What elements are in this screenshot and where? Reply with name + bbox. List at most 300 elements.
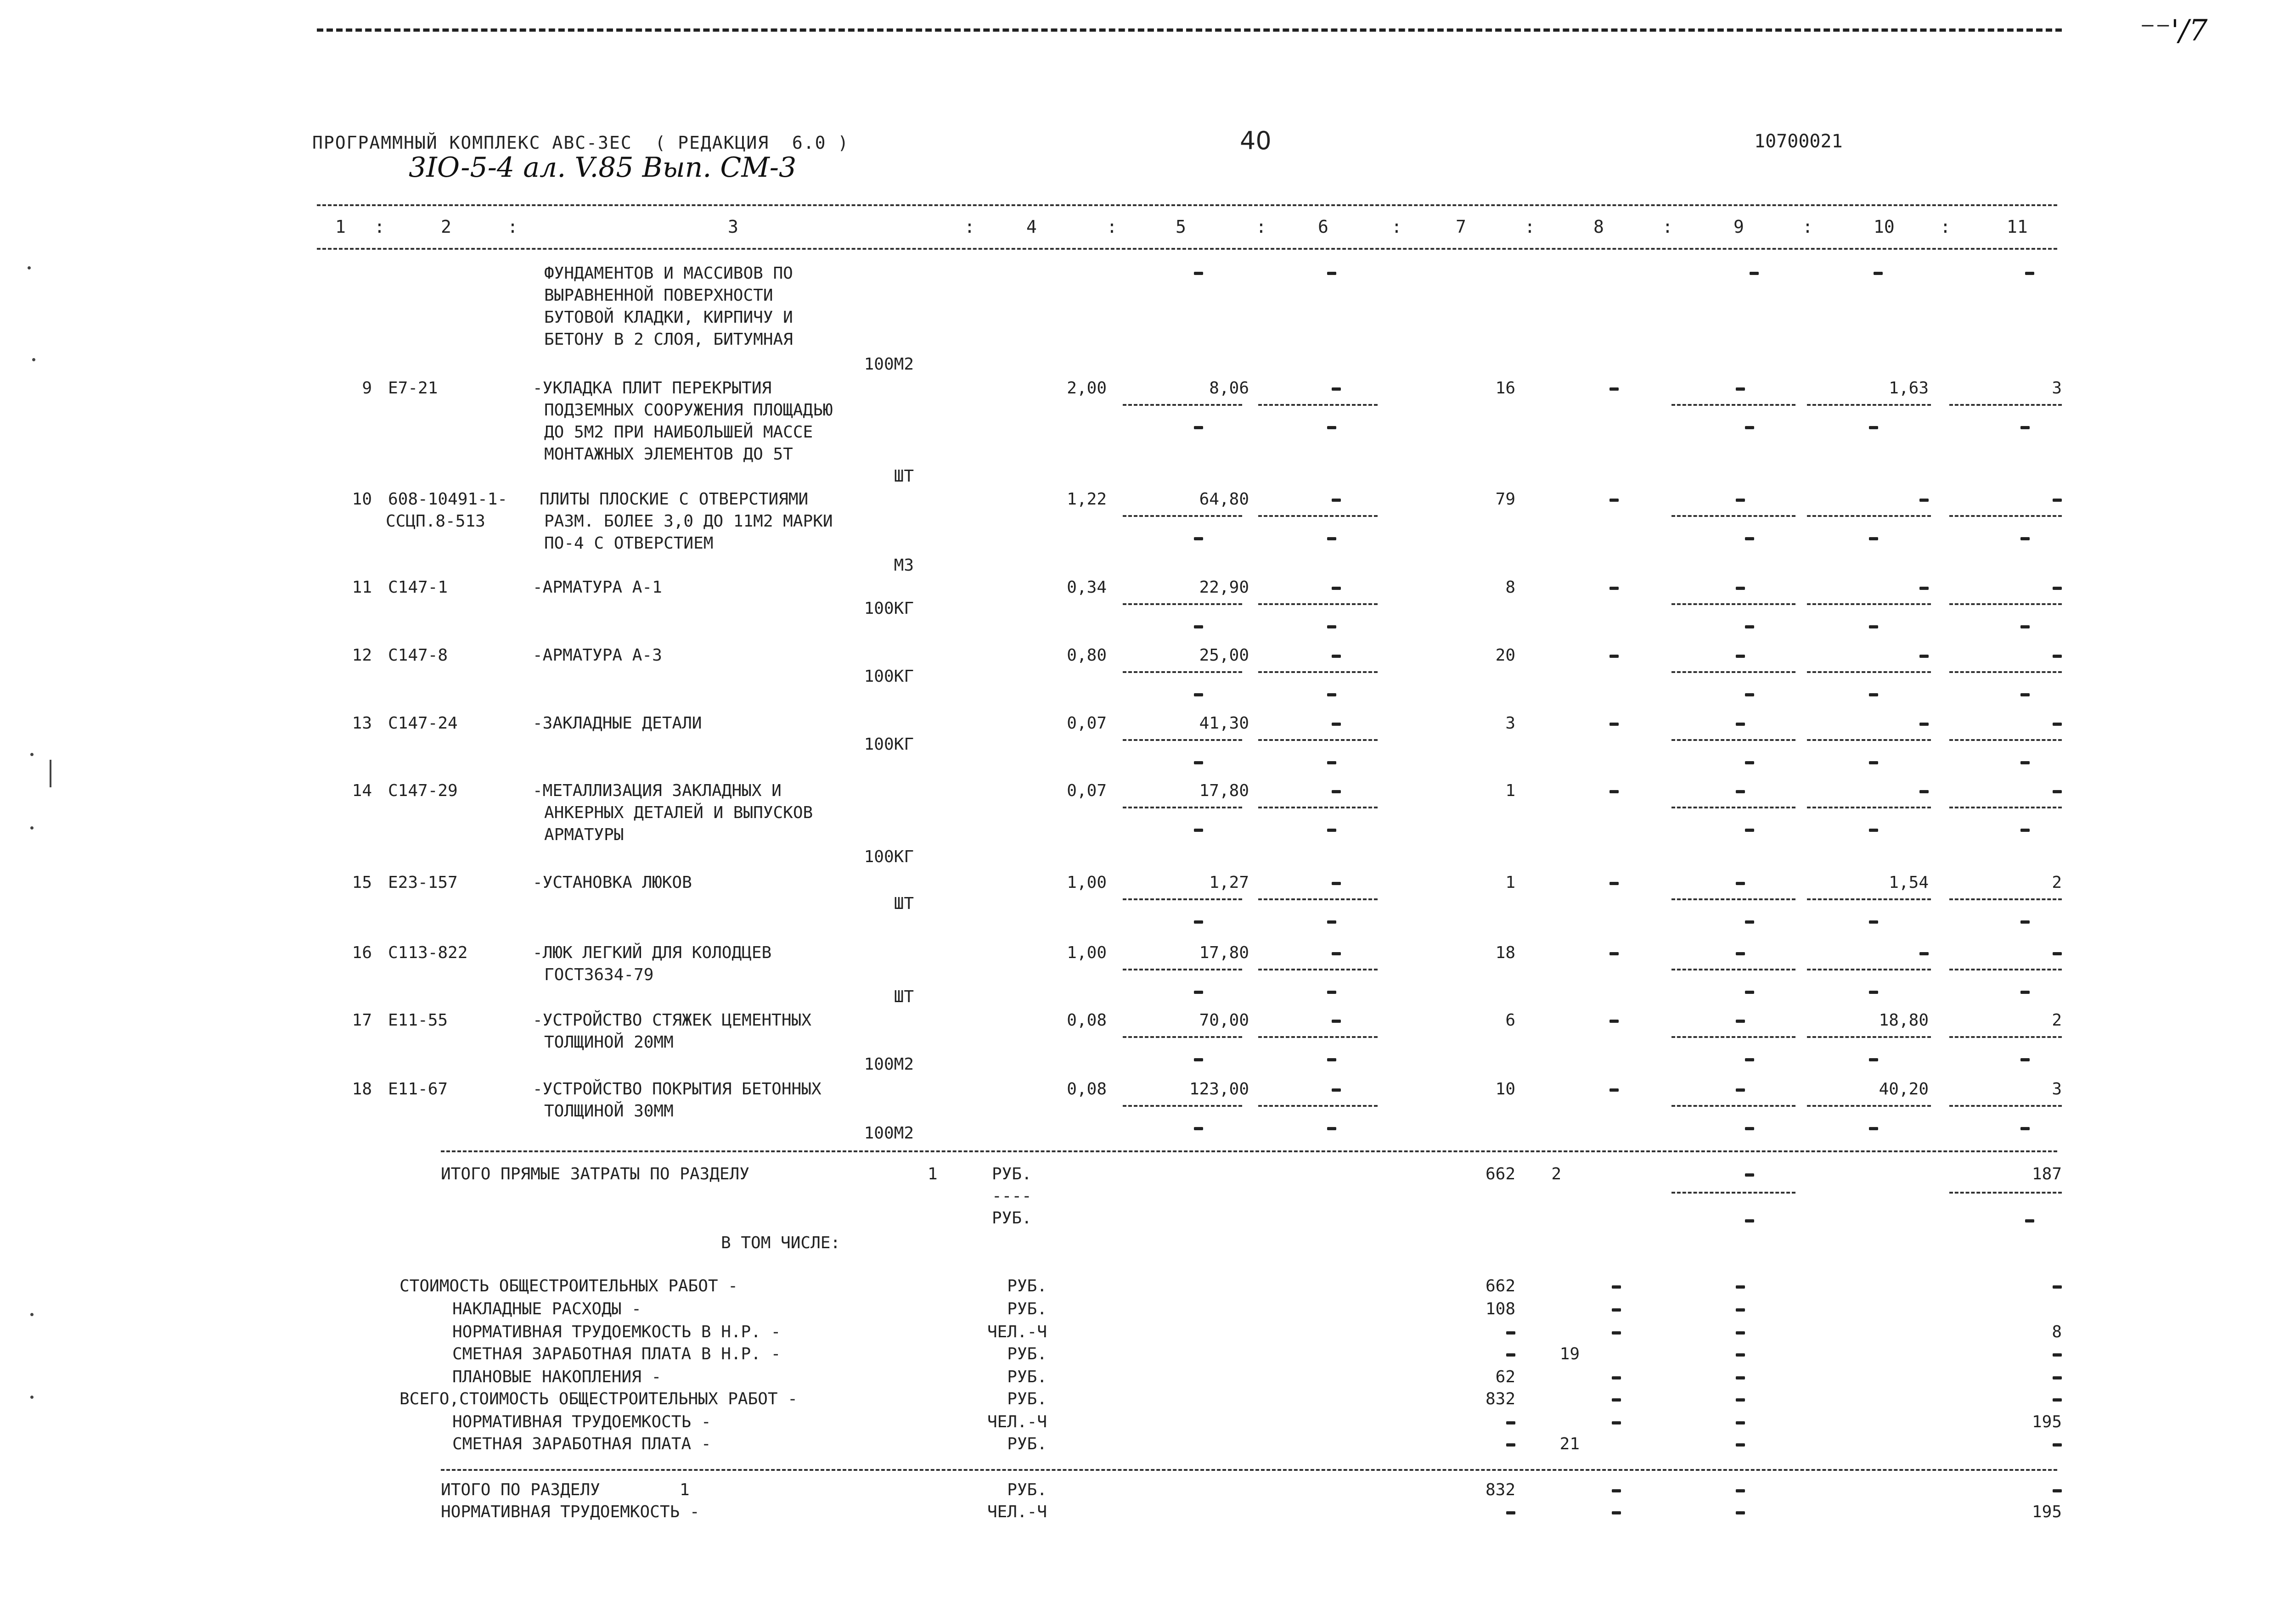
dash-mark bbox=[1194, 1058, 1203, 1061]
dash-mark bbox=[1736, 1443, 1745, 1447]
dash-mark bbox=[1612, 1308, 1621, 1312]
dash-mark bbox=[1736, 1421, 1745, 1424]
summary-item-unit: РУБ. bbox=[1007, 1390, 1047, 1408]
dash-mark bbox=[1736, 1511, 1745, 1514]
row-col7: 8 bbox=[1505, 578, 1515, 597]
column-separator: : bbox=[964, 217, 975, 237]
column-separator: : bbox=[1802, 217, 1813, 237]
row-code: С147-1 bbox=[388, 578, 448, 597]
summary-total-col7: 662 bbox=[1485, 1165, 1515, 1183]
dash-mark bbox=[1612, 1398, 1621, 1402]
margin-speck bbox=[30, 1396, 34, 1399]
summary-item-col11: 8 bbox=[2052, 1323, 2062, 1341]
dash-mark bbox=[1609, 1088, 1619, 1092]
dash-mark bbox=[1609, 882, 1619, 885]
subtotal-rule bbox=[1671, 739, 1795, 741]
margin-speck bbox=[30, 1313, 34, 1316]
row-code: С147-24 bbox=[388, 714, 458, 733]
dash-mark bbox=[1745, 1173, 1754, 1177]
subtotal-rule bbox=[1949, 969, 2062, 970]
dash-mark bbox=[2025, 272, 2034, 275]
row-quantity: 1,22 bbox=[1067, 490, 1107, 509]
including-heading: В ТОМ ЧИСЛЕ: bbox=[721, 1234, 841, 1252]
margin-speck bbox=[30, 826, 34, 830]
row-quantity: 0,34 bbox=[1067, 578, 1107, 597]
row-number: 17 bbox=[352, 1011, 372, 1030]
dash-mark bbox=[1736, 387, 1745, 391]
dash-mark bbox=[1609, 655, 1619, 658]
row-unit: 100М2 bbox=[864, 1055, 914, 1074]
dash-mark bbox=[1736, 952, 1745, 955]
dash-mark bbox=[2053, 1443, 2062, 1447]
row-code: Е11-55 bbox=[388, 1011, 448, 1030]
subtotal-rule bbox=[1949, 671, 2062, 673]
row-code: Е11-67 bbox=[388, 1080, 448, 1099]
dash-mark bbox=[1869, 1058, 1878, 1061]
dash-mark bbox=[1736, 1398, 1745, 1402]
dash-mark bbox=[1194, 426, 1203, 429]
subtotal-rule bbox=[1258, 515, 1378, 517]
row-quantity: 1,00 bbox=[1067, 873, 1107, 892]
continued-description: БУТОВОЙ КЛАДКИ, КИРПИЧУ И bbox=[544, 308, 793, 327]
continued-description: ФУНДАМЕНТОВ И МАССИВОВ ПО bbox=[544, 264, 793, 283]
row-description: ДО 5М2 ПРИ НАИБОЛЬШЕЙ МАССЕ bbox=[544, 423, 813, 442]
summary-item-label: ВСЕГО,СТОИМОСТЬ ОБЩЕСТРОИТЕЛЬНЫХ РАБОТ - bbox=[400, 1390, 798, 1408]
row-col11: 2 bbox=[2052, 1011, 2062, 1030]
labor-unit: ЧЕЛ.-Ч bbox=[987, 1503, 1047, 1521]
summary-top-rule bbox=[441, 1150, 2057, 1152]
labor-label: НОРМАТИВНАЯ ТРУДОЕМКОСТЬ - bbox=[441, 1503, 700, 1521]
row-description: МОНТАЖНЫХ ЭЛЕМЕНТОВ ДО 5Т bbox=[544, 445, 793, 464]
dash-mark bbox=[1736, 587, 1745, 590]
subtotal-rule bbox=[1807, 515, 1931, 517]
dash-mark bbox=[1919, 499, 1929, 502]
row-code: Е7-21 bbox=[388, 379, 438, 398]
dash-mark bbox=[1194, 1127, 1203, 1130]
row-unit: 100М2 bbox=[864, 1124, 914, 1143]
dash-mark bbox=[1612, 1511, 1621, 1514]
row-unit: 100КГ bbox=[864, 847, 914, 866]
subtotal-rule bbox=[1258, 404, 1378, 406]
summary-total-label: ИТОГО ПРЯМЫЕ ЗАТРАТЫ ПО РАЗДЕЛУ bbox=[441, 1165, 749, 1183]
row-code: Е23-157 bbox=[388, 873, 458, 892]
summary-bottom-rule bbox=[441, 1469, 2057, 1471]
continued-description: БЕТОНУ В 2 СЛОЯ, БИТУМНАЯ bbox=[544, 330, 793, 349]
row-unit: М3 bbox=[894, 556, 914, 575]
handwritten-reference: 3IO-5-4 ал. V.85 Вып. СМ-3 bbox=[409, 151, 797, 184]
summary-item-col7: 108 bbox=[1485, 1300, 1515, 1318]
perforation-line bbox=[317, 28, 2062, 32]
row-code: С147-8 bbox=[388, 646, 448, 665]
dash-mark bbox=[1332, 587, 1341, 590]
row-quantity: 0,07 bbox=[1067, 781, 1107, 800]
row-price: 1,27 bbox=[1209, 873, 1249, 892]
dash-mark bbox=[1874, 272, 1883, 275]
dash-mark bbox=[2020, 920, 2030, 924]
row-unit: 100КГ bbox=[864, 599, 914, 618]
row-number: 11 bbox=[352, 578, 372, 597]
row-col7: 3 bbox=[1505, 714, 1515, 733]
subtotal-rule bbox=[1258, 603, 1378, 605]
dash-mark bbox=[1736, 1285, 1745, 1289]
row-description: -УСТРОЙСТВО ПОКРЫТИЯ БЕТОННЫХ bbox=[533, 1080, 822, 1099]
subtotal-rule bbox=[1949, 1105, 2062, 1107]
column-number: 4 bbox=[1026, 217, 1037, 237]
dash-mark bbox=[2053, 723, 2062, 726]
row-code-secondary: ССЦП.8-513 bbox=[386, 512, 485, 531]
row-col10: 1,63 bbox=[1889, 379, 1929, 398]
row-description: ПЛИТЫ ПЛОСКИЕ С ОТВЕРСТИЯМИ bbox=[540, 490, 809, 509]
subtotal-rule bbox=[1949, 1036, 2062, 1038]
dash-mark bbox=[2020, 761, 2030, 764]
row-price: 22,90 bbox=[1199, 578, 1249, 597]
dash-mark bbox=[1332, 952, 1341, 955]
row-number: 13 bbox=[352, 714, 372, 733]
dash-mark bbox=[1194, 991, 1203, 994]
corner-page-mark: ⁻⁻'/7 bbox=[2140, 14, 2208, 48]
dash-mark bbox=[1736, 1020, 1745, 1023]
dash-mark bbox=[2053, 1489, 2062, 1492]
dash-mark bbox=[1327, 1127, 1336, 1130]
dash-mark bbox=[1332, 723, 1341, 726]
dash-mark bbox=[1609, 499, 1619, 502]
row-price: 17,80 bbox=[1199, 943, 1249, 962]
dash-mark bbox=[2025, 1219, 2034, 1222]
dash-mark bbox=[2053, 655, 2062, 658]
dash-mark bbox=[2053, 499, 2062, 502]
subtotal-rule bbox=[1671, 898, 1795, 900]
summary-item-label: НАКЛАДНЫЕ РАСХОДЫ - bbox=[452, 1300, 642, 1318]
summary-total-col11: 187 bbox=[2032, 1165, 2062, 1183]
row-number: 15 bbox=[352, 873, 372, 892]
dash-mark bbox=[1736, 790, 1745, 793]
summary-item-col8: 21 bbox=[1559, 1435, 1580, 1453]
row-col11: 3 bbox=[2052, 379, 2062, 398]
dash-mark bbox=[1194, 693, 1203, 696]
dash-mark bbox=[1745, 991, 1754, 994]
dash-mark bbox=[1919, 723, 1929, 726]
dash-mark bbox=[1609, 790, 1619, 793]
subtotal-rule bbox=[1123, 404, 1242, 406]
dash-mark bbox=[1736, 655, 1745, 658]
dash-mark bbox=[2053, 1353, 2062, 1357]
subtotal-rule bbox=[1949, 898, 2062, 900]
summary-item-col11: 195 bbox=[2032, 1413, 2062, 1431]
dash-mark bbox=[1869, 625, 1878, 628]
dash-mark bbox=[1736, 1353, 1745, 1357]
subtotal-rule bbox=[1807, 671, 1931, 673]
summary-item-label: ПЛАНОВЫЕ НАКОПЛЕНИЯ - bbox=[452, 1368, 662, 1386]
subtotal-rule bbox=[1258, 898, 1378, 900]
margin-speck bbox=[30, 753, 34, 756]
subtotal-rule bbox=[1123, 898, 1242, 900]
row-number: 9 bbox=[362, 379, 372, 398]
subtotal-rule bbox=[1258, 807, 1378, 808]
row-unit: ШТ bbox=[894, 467, 914, 486]
row-col7: 20 bbox=[1495, 646, 1515, 665]
dash-mark bbox=[1612, 1331, 1621, 1335]
dash-mark bbox=[1327, 537, 1336, 540]
subtotal-rule bbox=[1123, 671, 1242, 673]
subtotal-rule bbox=[1807, 1036, 1931, 1038]
row-code: С113-822 bbox=[388, 943, 468, 962]
section-total-unit: РУБ. bbox=[1007, 1480, 1047, 1499]
row-description: АРМАТУРЫ bbox=[544, 825, 624, 844]
subtotal-rule bbox=[1949, 404, 2062, 406]
row-col7: 6 bbox=[1505, 1011, 1515, 1030]
row-col10: 40,20 bbox=[1879, 1080, 1929, 1099]
summary-item-unit: РУБ. bbox=[1007, 1300, 1047, 1318]
dash-mark bbox=[1506, 1443, 1515, 1447]
dash-mark bbox=[2053, 1398, 2062, 1402]
dash-mark bbox=[1194, 537, 1203, 540]
summary-item-unit: ЧЕЛ.-Ч bbox=[987, 1323, 1047, 1341]
dash-mark bbox=[1919, 952, 1929, 955]
column-number: 8 bbox=[1593, 217, 1604, 237]
row-description: -УСТРОЙСТВО СТЯЖЕК ЦЕМЕНТНЫХ bbox=[533, 1011, 811, 1030]
dash-mark bbox=[2053, 1285, 2062, 1289]
labor-col11: 195 bbox=[2032, 1503, 2062, 1521]
dash-mark bbox=[1332, 499, 1341, 502]
summary-item-unit: РУБ. bbox=[1007, 1345, 1047, 1363]
dash-mark bbox=[1745, 426, 1754, 429]
column-number: 6 bbox=[1318, 217, 1328, 237]
dash-mark bbox=[1327, 991, 1336, 994]
subtotal-rule bbox=[1807, 739, 1931, 741]
section-total-col7: 832 bbox=[1485, 1480, 1515, 1499]
dash-mark bbox=[1327, 761, 1336, 764]
subtotal-rule bbox=[1123, 1105, 1242, 1107]
dash-mark bbox=[1736, 1376, 1745, 1379]
column-number: 11 bbox=[2007, 217, 2028, 237]
summary-total-rule bbox=[1949, 1192, 2062, 1194]
subtotal-rule bbox=[1123, 739, 1242, 741]
dash-mark bbox=[1332, 882, 1341, 885]
row-description: ТОЛЩИНОЙ 30ММ bbox=[544, 1102, 674, 1121]
column-separator: : bbox=[1107, 217, 1117, 237]
subtotal-rule bbox=[1807, 898, 1931, 900]
summary-total-unit: РУБ. bbox=[992, 1165, 1032, 1183]
section-total-label: ИТОГО ПО РАЗДЕЛУ bbox=[441, 1480, 600, 1499]
subtotal-rule bbox=[1258, 1036, 1378, 1038]
row-price: 70,00 bbox=[1199, 1011, 1249, 1030]
summary-item-col7: 832 bbox=[1485, 1390, 1515, 1408]
dash-mark bbox=[1332, 1020, 1341, 1023]
summary-item-unit: ЧЕЛ.-Ч bbox=[987, 1413, 1047, 1431]
subtotal-rule bbox=[1807, 969, 1931, 970]
dash-mark bbox=[1919, 655, 1929, 658]
dash-mark bbox=[2020, 426, 2030, 429]
dash-mark bbox=[1609, 723, 1619, 726]
row-unit: ШТ bbox=[894, 987, 914, 1006]
summary-item-col7: 62 bbox=[1495, 1368, 1515, 1386]
dash-mark bbox=[1506, 1331, 1515, 1335]
dash-mark bbox=[1506, 1353, 1515, 1357]
subtotal-rule bbox=[1949, 603, 2062, 605]
section-total-number: 1 bbox=[680, 1480, 690, 1499]
summary-total-section: 1 bbox=[928, 1165, 938, 1183]
dash-mark bbox=[1736, 499, 1745, 502]
dash-mark bbox=[1869, 829, 1878, 832]
subtotal-rule bbox=[1258, 739, 1378, 741]
dash-mark bbox=[1736, 723, 1745, 726]
dash-mark bbox=[2020, 829, 2030, 832]
dash-mark bbox=[1869, 991, 1878, 994]
dash-mark bbox=[2020, 1127, 2030, 1130]
row-quantity: 0,08 bbox=[1067, 1011, 1107, 1030]
document-code: 10700021 bbox=[1754, 131, 1843, 152]
dash-mark bbox=[2020, 1058, 2030, 1061]
subtotal-rule bbox=[1671, 1036, 1795, 1038]
dash-mark bbox=[1609, 1020, 1619, 1023]
subtotal-rule bbox=[1671, 969, 1795, 970]
row-description: -УСТАНОВКА ЛЮКОВ bbox=[533, 873, 692, 892]
row-quantity: 0,08 bbox=[1067, 1080, 1107, 1099]
dash-mark bbox=[2020, 991, 2030, 994]
row-number: 18 bbox=[352, 1080, 372, 1099]
dash-mark bbox=[1736, 1308, 1745, 1312]
row-description: ПОДЗЕМНЫХ СООРУЖЕНИЯ ПЛОЩАДЬЮ bbox=[544, 401, 833, 420]
row-description: ТОЛЩИНОЙ 20ММ bbox=[544, 1033, 674, 1052]
summary-item-unit: РУБ. bbox=[1007, 1277, 1047, 1295]
subtotal-rule bbox=[1807, 404, 1931, 406]
dash-mark bbox=[1869, 426, 1878, 429]
summary-item-label: НОРМАТИВНАЯ ТРУДОЕМКОСТЬ - bbox=[452, 1413, 711, 1431]
dash-mark bbox=[1609, 387, 1619, 391]
summary-item-col7: 662 bbox=[1485, 1277, 1515, 1295]
subtotal-rule bbox=[1949, 807, 2062, 808]
row-quantity: 0,07 bbox=[1067, 714, 1107, 733]
dash-mark bbox=[2053, 1376, 2062, 1379]
subtotal-rule bbox=[1671, 603, 1795, 605]
dash-mark bbox=[1736, 882, 1745, 885]
dash-mark bbox=[1745, 829, 1754, 832]
dash-mark bbox=[1194, 272, 1203, 275]
subtotal-rule bbox=[1123, 515, 1242, 517]
row-price: 8,06 bbox=[1209, 379, 1249, 398]
dash-mark bbox=[1194, 920, 1203, 924]
row-col7: 18 bbox=[1495, 943, 1515, 962]
dash-mark bbox=[1919, 790, 1929, 793]
dash-mark bbox=[2020, 537, 2030, 540]
row-price: 41,30 bbox=[1199, 714, 1249, 733]
table-top-rule bbox=[317, 204, 2057, 206]
row-quantity: 2,00 bbox=[1067, 379, 1107, 398]
summary-item-label: СМЕТНАЯ ЗАРАБОТНАЯ ПЛАТА В Н.Р. - bbox=[452, 1345, 781, 1363]
dash-mark bbox=[1194, 829, 1203, 832]
subtotal-rule bbox=[1949, 515, 2062, 517]
row-description: -АРМАТУРА А-3 bbox=[533, 646, 662, 665]
dash-mark bbox=[1745, 761, 1754, 764]
dash-mark bbox=[1745, 1219, 1754, 1222]
dash-mark bbox=[1745, 537, 1754, 540]
column-number: 7 bbox=[1456, 217, 1466, 237]
row-col11: 3 bbox=[2052, 1080, 2062, 1099]
row-col10: 18,80 bbox=[1879, 1011, 1929, 1030]
dash-mark bbox=[2020, 693, 2030, 696]
margin-speck bbox=[32, 358, 35, 361]
subtotal-rule bbox=[1671, 807, 1795, 808]
summary-total-unit-dash: ---- bbox=[992, 1187, 1032, 1206]
dash-mark bbox=[1612, 1421, 1621, 1424]
column-separator: : bbox=[1940, 217, 1951, 237]
margin-speck bbox=[28, 266, 31, 269]
row-col7: 1 bbox=[1505, 781, 1515, 800]
row-price: 123,00 bbox=[1189, 1080, 1249, 1099]
continued-unit: 100М2 bbox=[864, 355, 914, 374]
row-unit: ШТ bbox=[894, 894, 914, 913]
column-separator: : bbox=[507, 217, 518, 237]
dash-mark bbox=[1869, 920, 1878, 924]
row-code: С147-29 bbox=[388, 781, 458, 800]
summary-item-unit: РУБ. bbox=[1007, 1435, 1047, 1453]
summary-item-label: СТОИМОСТЬ ОБЩЕСТРОИТЕЛЬНЫХ РАБОТ - bbox=[400, 1277, 738, 1295]
page-number: 40 bbox=[1240, 126, 1272, 155]
dash-mark bbox=[1506, 1511, 1515, 1514]
table-header-rule bbox=[317, 248, 2057, 250]
program-title: ПРОГРАММНЫЙ КОМПЛЕКС АВС-ЗЕС ( РЕДАКЦИЯ 6.0 ) bbox=[312, 133, 850, 153]
summary-item-label: НОРМАТИВНАЯ ТРУДОЕМКОСТЬ В Н.Р. - bbox=[452, 1323, 781, 1341]
dash-mark bbox=[1194, 761, 1203, 764]
dash-mark bbox=[1612, 1489, 1621, 1492]
summary-total-col8: 2 bbox=[1551, 1165, 1561, 1183]
dash-mark bbox=[1327, 1058, 1336, 1061]
column-separator: : bbox=[1256, 217, 1266, 237]
subtotal-rule bbox=[1123, 969, 1242, 970]
column-number: 2 bbox=[441, 217, 451, 237]
summary-item-label: СМЕТНАЯ ЗАРАБОТНАЯ ПЛАТА - bbox=[452, 1435, 711, 1453]
dash-mark bbox=[1869, 693, 1878, 696]
subtotal-rule bbox=[1123, 807, 1242, 808]
row-col11: 2 bbox=[2052, 873, 2062, 892]
dash-mark bbox=[1327, 625, 1336, 628]
dash-mark bbox=[1745, 1127, 1754, 1130]
row-description: РАЗМ. БОЛЕЕ 3,0 ДО 11М2 МАРКИ bbox=[544, 512, 833, 531]
dash-mark bbox=[1327, 920, 1336, 924]
row-col10: 1,54 bbox=[1889, 873, 1929, 892]
row-unit: 100КГ bbox=[864, 735, 914, 754]
row-description: -АРМАТУРА А-1 bbox=[533, 578, 662, 597]
column-separator: : bbox=[1662, 217, 1673, 237]
dash-mark bbox=[1609, 952, 1619, 955]
subtotal-rule bbox=[1258, 671, 1378, 673]
dash-mark bbox=[2053, 952, 2062, 955]
dash-mark bbox=[1745, 693, 1754, 696]
subtotal-rule bbox=[1671, 1105, 1795, 1107]
dash-mark bbox=[1327, 829, 1336, 832]
subtotal-rule bbox=[1258, 969, 1378, 970]
dash-mark bbox=[1750, 272, 1759, 275]
dash-mark bbox=[1745, 920, 1754, 924]
dash-mark bbox=[1327, 693, 1336, 696]
row-price: 64,80 bbox=[1199, 490, 1249, 509]
row-col7: 1 bbox=[1505, 873, 1515, 892]
subtotal-rule bbox=[1807, 1105, 1931, 1107]
row-number: 12 bbox=[352, 646, 372, 665]
row-description: -МЕТАЛЛИЗАЦИЯ ЗАКЛАДНЫХ И bbox=[533, 781, 782, 800]
row-col7: 79 bbox=[1495, 490, 1515, 509]
row-number: 14 bbox=[352, 781, 372, 800]
dash-mark bbox=[1506, 1421, 1515, 1424]
margin-mark bbox=[50, 760, 51, 787]
dash-mark bbox=[1327, 426, 1336, 429]
subtotal-rule bbox=[1123, 603, 1242, 605]
column-separator: : bbox=[1391, 217, 1402, 237]
row-description: -УКЛАДКА ПЛИТ ПЕРЕКРЫТИЯ bbox=[533, 379, 772, 398]
dash-mark bbox=[1327, 272, 1336, 275]
subtotal-rule bbox=[1258, 1105, 1378, 1107]
dash-mark bbox=[1332, 1088, 1341, 1092]
